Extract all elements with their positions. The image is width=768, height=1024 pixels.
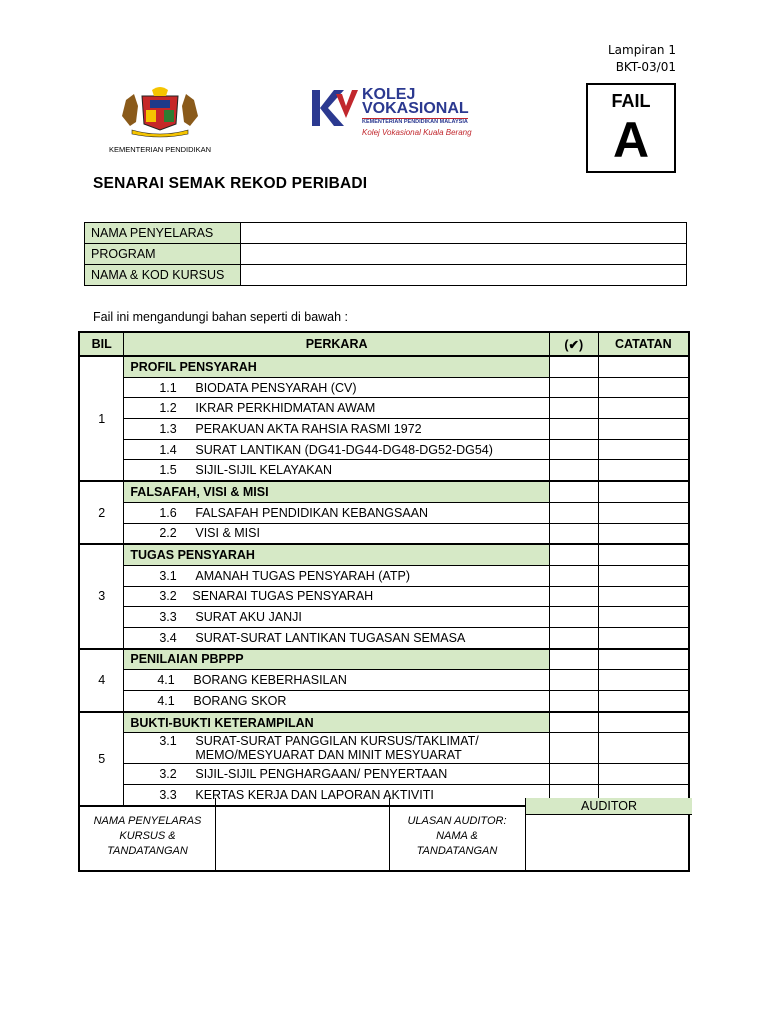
course-label: NAMA & KOD KURSUS <box>85 265 241 286</box>
section-number: 3 <box>79 544 124 648</box>
check-cell[interactable] <box>549 523 598 544</box>
item-row <box>79 764 689 785</box>
program-label: PROGRAM <box>85 244 241 265</box>
kolej-vokasional-logo <box>312 88 492 140</box>
check-cell[interactable] <box>549 733 598 764</box>
check-cell[interactable] <box>549 398 598 419</box>
check-cell[interactable] <box>549 607 598 628</box>
col-check: (✔) <box>549 332 598 356</box>
ministry-name: KEMENTERIAN PENDIDIKAN <box>108 145 212 154</box>
lampiran-label: Lampiran 1 <box>607 43 676 57</box>
check-cell[interactable] <box>549 712 598 733</box>
note-cell[interactable] <box>598 712 689 733</box>
item-label: 3.1 AMANAH TUGAS PENSYARAH (ATP) <box>124 565 549 586</box>
col-catatan: CATATAN <box>598 332 689 356</box>
intro-text: Fail ini mengandungi bahan seperti di bawah : <box>93 310 349 324</box>
item-label: 3.3 SURAT AKU JANJI <box>124 607 549 628</box>
note-cell[interactable] <box>598 502 689 523</box>
section-number: 4 <box>79 649 124 712</box>
info-row <box>85 223 687 244</box>
check-cell[interactable] <box>549 764 598 785</box>
check-cell[interactable] <box>549 649 598 670</box>
check-cell[interactable] <box>549 627 598 648</box>
coordinator-signature-label: NAMA PENYELARAS KURSUS & TANDATANGAN <box>93 815 202 857</box>
section-title: FALSAFAH, VISI & MISI <box>124 481 549 502</box>
note-cell[interactable] <box>598 481 689 502</box>
item-row <box>79 565 689 586</box>
check-cell[interactable] <box>549 460 598 481</box>
check-cell[interactable] <box>549 586 598 607</box>
item-label: 1.2 IKRAR PERKHIDMATAN AWAM <box>124 398 549 419</box>
section-title: TUGAS PENSYARAH <box>124 544 549 565</box>
coordinator-label: NAMA PENYELARAS <box>85 223 241 244</box>
item-row <box>79 460 689 481</box>
section-title: PROFIL PENSYARAH <box>124 356 549 377</box>
check-cell[interactable] <box>549 356 598 377</box>
item-label: 4.1 BORANG KEBERHASILAN <box>124 670 549 691</box>
header-row <box>79 332 689 356</box>
note-cell[interactable] <box>598 691 689 712</box>
note-cell[interactable] <box>598 523 689 544</box>
program-field[interactable] <box>241 244 687 265</box>
info-row <box>85 244 687 265</box>
item-row <box>79 439 689 460</box>
item-row <box>79 733 689 764</box>
checklist-table <box>78 331 690 807</box>
section-row <box>79 544 689 565</box>
section-row <box>79 712 689 733</box>
file-label: FAIL <box>611 91 651 111</box>
check-cell[interactable] <box>549 439 598 460</box>
coordinator-signature-field[interactable] <box>216 798 389 870</box>
kv-monogram-icon <box>312 88 360 128</box>
section-number: 2 <box>79 481 124 544</box>
item-row <box>79 607 689 628</box>
item-label: 3.2 SIJIL-SIJIL PENGHARGAAN/ PENYERTAAN <box>124 764 549 785</box>
file-label-box <box>586 83 676 173</box>
ministry-logo <box>100 86 220 154</box>
kv-campus: Kolej Vokasional Kuala Berang <box>362 128 472 137</box>
kv-ministry: KEMENTERIAN PENDIDIKAN MALAYSIA <box>362 119 468 125</box>
file-letter: A <box>612 112 650 168</box>
item-label: 3.2 SENARAI TUGAS PENSYARAH <box>124 586 549 607</box>
check-cell[interactable] <box>549 691 598 712</box>
note-cell[interactable] <box>598 377 689 398</box>
item-label: 3.1 SURAT-SURAT PANGGILAN KURSUS/TAKLIMAT/ MEMO/MESYUARAT DAN MINIT MESYUARAT <box>124 733 549 764</box>
note-cell[interactable] <box>598 607 689 628</box>
note-cell[interactable] <box>598 398 689 419</box>
document-title: SENARAI SEMAK REKOD PERIBADI <box>93 175 368 192</box>
auditor-header: AUDITOR <box>526 798 692 815</box>
note-cell[interactable] <box>598 670 689 691</box>
item-label: 1.4 SURAT LANTIKAN (DG41-DG44-DG48-DG52-DG54) <box>124 439 549 460</box>
item-row <box>79 627 689 648</box>
check-cell[interactable] <box>549 565 598 586</box>
info-row <box>85 265 687 286</box>
col-bil: BIL <box>79 332 124 356</box>
section-number: 5 <box>79 712 124 806</box>
section-row <box>79 356 689 377</box>
auditor-signature-label: ULASAN AUDITOR: NAMA & TANDATANGAN <box>407 815 507 857</box>
kv-name-line1: KOLEJ <box>362 86 416 103</box>
item-label: 1.5 SIJIL-SIJIL KELAYAKAN <box>124 460 549 481</box>
document-code: BKT-03/01 <box>615 60 676 74</box>
course-field[interactable] <box>241 265 687 286</box>
item-row <box>79 419 689 440</box>
note-cell[interactable] <box>598 460 689 481</box>
check-cell[interactable] <box>549 502 598 523</box>
item-row <box>79 398 689 419</box>
note-cell[interactable] <box>598 733 689 764</box>
item-label: 1.6 FALSAFAH PENDIDIKAN KEBANGSAAN <box>124 502 549 523</box>
check-cell[interactable] <box>549 544 598 565</box>
note-cell[interactable] <box>598 419 689 440</box>
section-number: 1 <box>79 356 124 481</box>
item-label: 3.3 KERTAS KERJA DAN LAPORAN AKTIVITI <box>124 785 549 806</box>
note-cell[interactable] <box>598 356 689 377</box>
section-title: PENILAIAN PBPPP <box>124 649 549 670</box>
item-label: 1.3 PERAKUAN AKTA RAHSIA RASMI 1972 <box>124 419 549 440</box>
check-cell[interactable] <box>549 377 598 398</box>
check-cell[interactable] <box>549 670 598 691</box>
document-reference <box>608 42 676 76</box>
item-label: 4.1 BORANG SKOR <box>124 691 549 712</box>
section-row <box>79 649 689 670</box>
signature-section <box>78 798 690 872</box>
item-row <box>79 523 689 544</box>
note-cell[interactable] <box>598 544 689 565</box>
item-label: 1.1 BIODATA PENSYARAH (CV) <box>124 377 549 398</box>
check-cell[interactable] <box>549 481 598 502</box>
section-row <box>79 481 689 502</box>
note-cell[interactable] <box>598 764 689 785</box>
col-perkara: PERKARA <box>124 332 549 356</box>
note-cell[interactable] <box>598 586 689 607</box>
section-title: BUKTI-BUKTI KETERAMPILAN <box>124 712 549 733</box>
note-cell[interactable] <box>598 439 689 460</box>
kv-name-line2: VOKASIONAL <box>362 100 469 117</box>
check-cell[interactable] <box>549 419 598 440</box>
item-row <box>79 691 689 712</box>
coat-of-arms-icon <box>100 86 220 138</box>
item-label: 2.2 VISI & MISI <box>124 523 549 544</box>
item-label: 3.4 SURAT-SURAT LANTIKAN TUGASAN SEMASA <box>124 627 549 648</box>
auditor-signature-field[interactable] <box>526 815 690 870</box>
note-cell[interactable] <box>598 627 689 648</box>
note-cell[interactable] <box>598 649 689 670</box>
info-table <box>84 222 687 286</box>
item-row <box>79 377 689 398</box>
item-row <box>79 586 689 607</box>
coordinator-field[interactable] <box>241 223 687 244</box>
note-cell[interactable] <box>598 565 689 586</box>
item-row <box>79 502 689 523</box>
item-row <box>79 670 689 691</box>
